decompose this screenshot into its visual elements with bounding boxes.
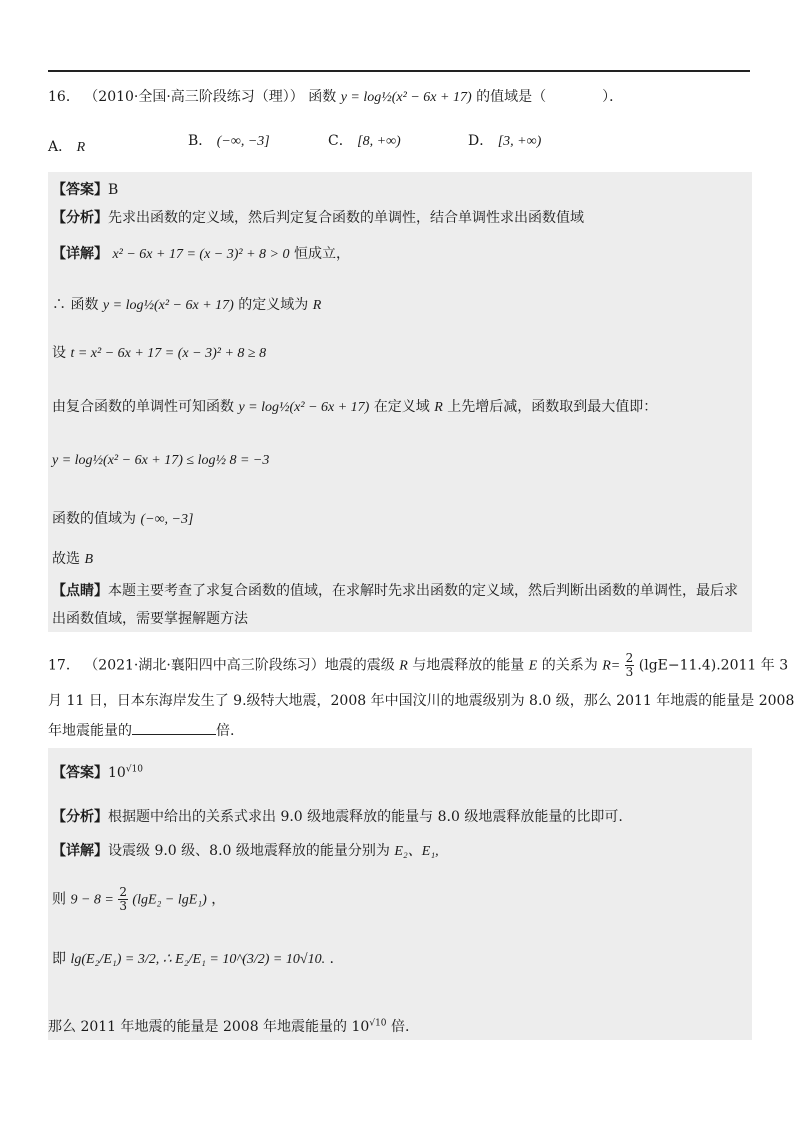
a17-ratio-line	[52, 948, 334, 968]
then-text: 则	[52, 891, 66, 908]
equation-right: (lgE₂ − lgE₁)	[132, 892, 207, 908]
substitution-math: t = x² − 6x + 17 = (x − 3)² + 8 ≥ 8	[70, 346, 267, 361]
analysis-tag: 【分析】	[52, 809, 108, 825]
q17-R-eq: R=	[602, 658, 621, 674]
question-17-line-1	[48, 652, 788, 679]
q16-option-b[interactable]	[188, 130, 270, 150]
final-post: 倍.	[390, 1019, 410, 1035]
q17-E: E	[528, 658, 538, 674]
a17-analysis-line	[52, 806, 623, 826]
option-d-value: [3, +∞)	[497, 134, 542, 149]
q16-source: （2010·全国·高三阶段练习（理））	[84, 89, 304, 105]
domain-text: 的定义域为	[238, 297, 309, 313]
equation-post: ，	[211, 891, 226, 908]
analysis-text: 根据题中给出的关系式求出 9.0 级地震释放的能量与 8.0 级地震释放能量的比即可.	[108, 809, 623, 825]
question-16-stem	[48, 86, 623, 106]
ratio-post: .	[329, 951, 334, 967]
q16-number: 16．	[48, 89, 80, 105]
final-base: 10	[351, 1019, 370, 1035]
equation-left: 9 − 8 =	[70, 892, 114, 908]
q17-line-3-pre: 年地震能量的	[48, 723, 132, 739]
ratio-math: lg(E₂/E₁) = 3/2, ∴ E₂/E₁ = 10^(3/2) = 10√10.	[70, 952, 326, 967]
detail-text: 设震级 9.0 级、8.0 级地震释放的能量分别为	[108, 843, 390, 859]
a16-domain-line	[52, 294, 321, 314]
q16-function: y = log½(x² − 6x + 17)	[340, 90, 472, 105]
comment-tag: 【点睛】	[52, 583, 108, 599]
a16-comment-line-2	[52, 608, 248, 628]
let-text: 设	[52, 345, 66, 361]
analysis-text: 先求出函数的定义域，然后判定复合函数的单调性，结合单调性求出函数值域	[108, 210, 584, 226]
q17-fraction	[625, 652, 635, 679]
a16-range-line	[52, 508, 193, 528]
a16-analysis-line	[52, 207, 584, 227]
inequality-math: y = log½(x² − 6x + 17) ≤ log½ 8 = −3	[52, 453, 270, 468]
a17-detail-line	[52, 840, 439, 860]
monotonic-function: y = log½(x² − 6x + 17)	[238, 400, 370, 415]
detail-math: x² − 6x + 17 = (x − 3)² + 8 > 0	[112, 247, 290, 262]
final-exponent: √10	[369, 1018, 387, 1029]
q16-option-d[interactable]	[468, 130, 541, 150]
q16-option-a[interactable]	[48, 136, 85, 156]
q17-R: R	[399, 658, 408, 674]
option-c-value: [8, +∞)	[357, 134, 401, 149]
range-math: (−∞, −3]	[140, 512, 194, 527]
answer-tag: 【答案】	[52, 765, 108, 781]
choose-text: 故选	[52, 551, 80, 567]
domain-R: R	[312, 298, 322, 313]
option-b-label: B．	[188, 133, 213, 149]
comment-text-1: 本题主要考查了求复合函数的值域，在求解时先求出函数的定义域，然后判断出函数的单调性，最后求	[108, 583, 738, 599]
a16-inequality-line	[52, 452, 269, 469]
domain-function: y = log½(x² − 6x + 17)	[102, 298, 234, 313]
analysis-tag: 【分析】	[52, 210, 108, 226]
q17-frac-numerator: 2	[625, 651, 634, 665]
q16-option-c[interactable]	[328, 130, 401, 150]
a16-detail-line	[52, 243, 350, 263]
a16-answer-line	[52, 179, 118, 199]
therefore-text: ∴ 函数	[52, 297, 99, 313]
option-a-value: R	[76, 140, 86, 155]
q17-frac-denominator: 3	[625, 665, 634, 679]
equation-frac-numerator: 2	[119, 885, 127, 899]
a16-comment-line-1	[52, 580, 738, 600]
question-17-line-2	[48, 690, 794, 710]
q17-text-b: 与地震释放的能量	[412, 657, 525, 674]
option-a-label: A．	[48, 139, 73, 155]
q17-text-d: (lgE−11.4).2011 年 3	[638, 657, 789, 674]
final-pre: 那么 2011 年地震的能量是 2008 年地震能量的	[48, 1019, 348, 1035]
answer-blank[interactable]	[132, 722, 216, 735]
answer-value: B	[108, 182, 119, 198]
a17-answer-line	[52, 762, 143, 782]
q16-pre-func: 函数	[308, 89, 337, 105]
top-rule	[48, 70, 750, 72]
detail-text: 恒成立，	[293, 246, 350, 262]
answer-tag: 【答案】	[52, 182, 108, 198]
a16-substitution-line	[52, 342, 266, 362]
question-17-line-3	[48, 720, 234, 740]
option-c-label: C．	[328, 133, 353, 149]
q17-text-c: 的关系为	[541, 657, 598, 674]
equation-frac-denominator: 3	[119, 899, 127, 913]
monotonic-pre: 由复合函数的单调性可知函数	[52, 399, 234, 415]
equation-fraction	[118, 886, 128, 913]
a17-equation-line	[52, 886, 225, 913]
monotonic-post: 上先增后减，函数取到最大值即：	[447, 399, 658, 415]
q17-line-3-post: 倍.	[216, 723, 235, 739]
q17-text-a: （2021·湖北·襄阳四中高三阶段练习）地震的震级	[84, 657, 395, 674]
namely-text: 即	[52, 951, 66, 967]
answer-base: 10	[108, 765, 126, 781]
q17-number: 17．	[48, 657, 80, 674]
choose-B: B	[84, 552, 94, 567]
option-b-value: (−∞, −3]	[216, 134, 270, 149]
detail-tag: 【详解】	[52, 246, 108, 262]
q16-post: 的值域是（ ）．	[476, 89, 624, 105]
monotonic-mid: 在定义域	[373, 399, 430, 415]
q17-line-2: 月 11 日，日本东海岸发生了 9.级特大地震，2008 年中国汶川的地震级别为 8.0 级，那么 2011 年地震的能量是 2008	[48, 693, 795, 709]
monotonic-R: R	[434, 400, 443, 415]
detail-tag: 【详解】	[52, 843, 108, 859]
range-text: 函数的值域为	[52, 511, 136, 527]
a16-monotonic-line	[52, 396, 657, 416]
comment-text-2: 出函数值域，需要掌握解题方法	[52, 611, 248, 627]
option-d-label: D．	[468, 133, 494, 149]
detail-math: E₂、E₁,	[394, 844, 439, 859]
answer-exponent: √10	[125, 764, 144, 775]
a17-final-line	[48, 1016, 409, 1036]
a16-choice-line	[52, 548, 93, 568]
